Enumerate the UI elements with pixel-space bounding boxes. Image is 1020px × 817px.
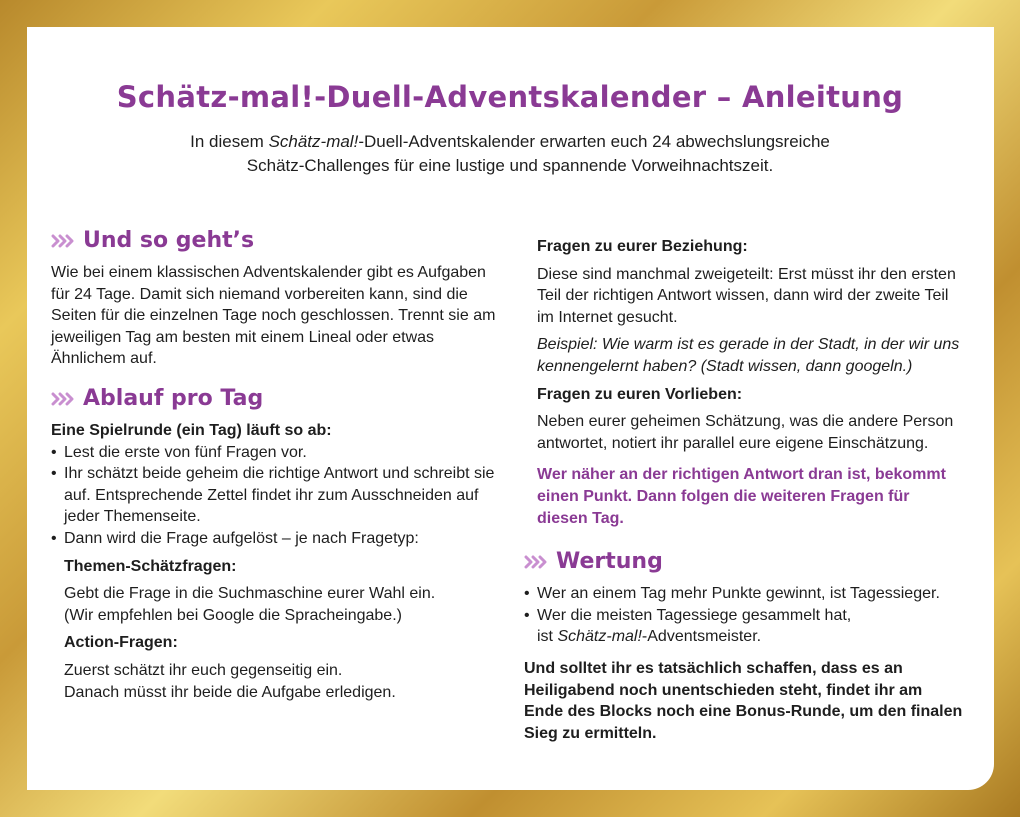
ablauf-list [51, 442, 501, 550]
section-heading-ablauf-label: Ablauf pro Tag [83, 386, 264, 412]
ablauf-lead: Eine Spielrunde (ein Tag) läuft so ab: [51, 421, 332, 439]
list-item [524, 605, 964, 648]
action-line-1: Zuerst schätzt ihr euch gegenseitig ein. [64, 661, 343, 679]
right-column [524, 236, 964, 744]
action-line-2: Danach müsst ihr beide die Aufgabe erledigen. [64, 683, 396, 701]
section-heading-wertung [524, 547, 964, 577]
section-heading-ablauf [51, 384, 501, 414]
left-column [51, 226, 501, 703]
wertung-bullet-2-pre: ist [537, 628, 558, 646]
intro-line-1-pre: In diesem [190, 132, 269, 151]
themen-heading: Themen-Schätzfragen: [64, 557, 237, 575]
list-item: • Ihr schätzt beide geheim die richtige Antwort und schreibt sie auf. Entsprechende Zettel findet ihr zum Ausschneiden auf jeder Themenseite. [51, 463, 501, 528]
themen-block [51, 556, 501, 627]
wertung-bullet-2-line-1: Wer die meisten Tagessiege gesammelt hat, [537, 606, 852, 624]
list-item: • Wer an einem Tag mehr Punkte gewinnt, ist Tagessieger. [524, 583, 964, 605]
action-block [51, 632, 501, 703]
intro-line-1 [0, 130, 1020, 154]
wertung-bullet-2-emphasis: Schätz-mal! [557, 628, 642, 646]
themen-line-2: (Wir empfehlen bei Google die Spracheingabe.) [64, 606, 402, 624]
vorlieben-heading: Fragen zu euren Vorlieben: [537, 385, 743, 403]
list-item: • Dann wird die Frage aufgelöst – je nach Fragetyp: [51, 528, 501, 550]
intro-line-1-post: -Duell-Adventskalender erwarten euch 24 abwechslungsreiche [358, 132, 830, 151]
themen-line-1: Gebt die Frage in die Suchmaschine eurer Wahl ein. [64, 585, 436, 603]
action-heading: Action-Fragen: [64, 634, 178, 652]
final-note: Und solltet ihr es tatsächlich schaffen, dass es an Heiligabend noch unentschieden steht, findet ihr am Ende des Blocks noch eine Bonus-Runde, um den finalen Sieg zu ermitteln. [524, 659, 963, 742]
triple-chevron-right-icon [51, 234, 75, 248]
punkt-highlight: Wer näher an der richtigen Antwort dran ist, bekommt einen Punkt. Dann folgen die weiteren Fragen für diesen Tag. [537, 466, 946, 527]
fragetypen-block [524, 236, 964, 529]
section-heading-so-gehts [51, 226, 501, 256]
triple-chevron-right-icon [51, 392, 75, 406]
vorlieben-text: Neben eurer geheimen Schätzung, was die andere Person antwortet, notiert ihr parallel eure eigene Einschätzung. [537, 413, 954, 452]
wertung-bullet-2-post: -Adventsmeister. [641, 628, 762, 646]
triple-chevron-right-icon [524, 555, 548, 569]
intro-line-1-emphasis: Schätz-mal! [268, 132, 359, 151]
beziehung-heading: Fragen zu eurer Beziehung: [537, 238, 748, 255]
beziehung-example: Beispiel: Wie warm ist es gerade in der Stadt, in der wir uns kennengelernt haben? (Stadt wissen, dann googeln.) [537, 336, 960, 375]
page-title: Schätz-mal!-Duell-Adventskalender – Anleitung [116, 80, 904, 114]
so-gehts-text: Wie bei einem klassischen Adventskalender gibt es Aufgaben für 24 Tage. Damit sich niemand vorbereiten kann, sind die Seiten für die einzelnen Tage noch geschlossen. Trennt sie am jeweiligen Tag am besten mit einem Lineal oder etwas Ähnlichem auf. [51, 264, 496, 368]
intro-text [0, 130, 1020, 178]
section-heading-wertung-label: Wertung [556, 549, 663, 575]
section-heading-so-gehts-label: Und so geht’s [83, 228, 255, 254]
wertung-list [524, 583, 964, 648]
beziehung-text: Diese sind manchmal zweigeteilt: Erst müsst ihr den ersten Teil der richtigen Antwort wissen, dann wird der zweite Teil im Internet gesucht. [537, 265, 956, 326]
intro-line-2: Schätz-Challenges für eine lustige und spannende Vorweihnachtszeit. [246, 156, 774, 175]
list-item: • Lest die erste von fünf Fragen vor. [51, 442, 501, 464]
